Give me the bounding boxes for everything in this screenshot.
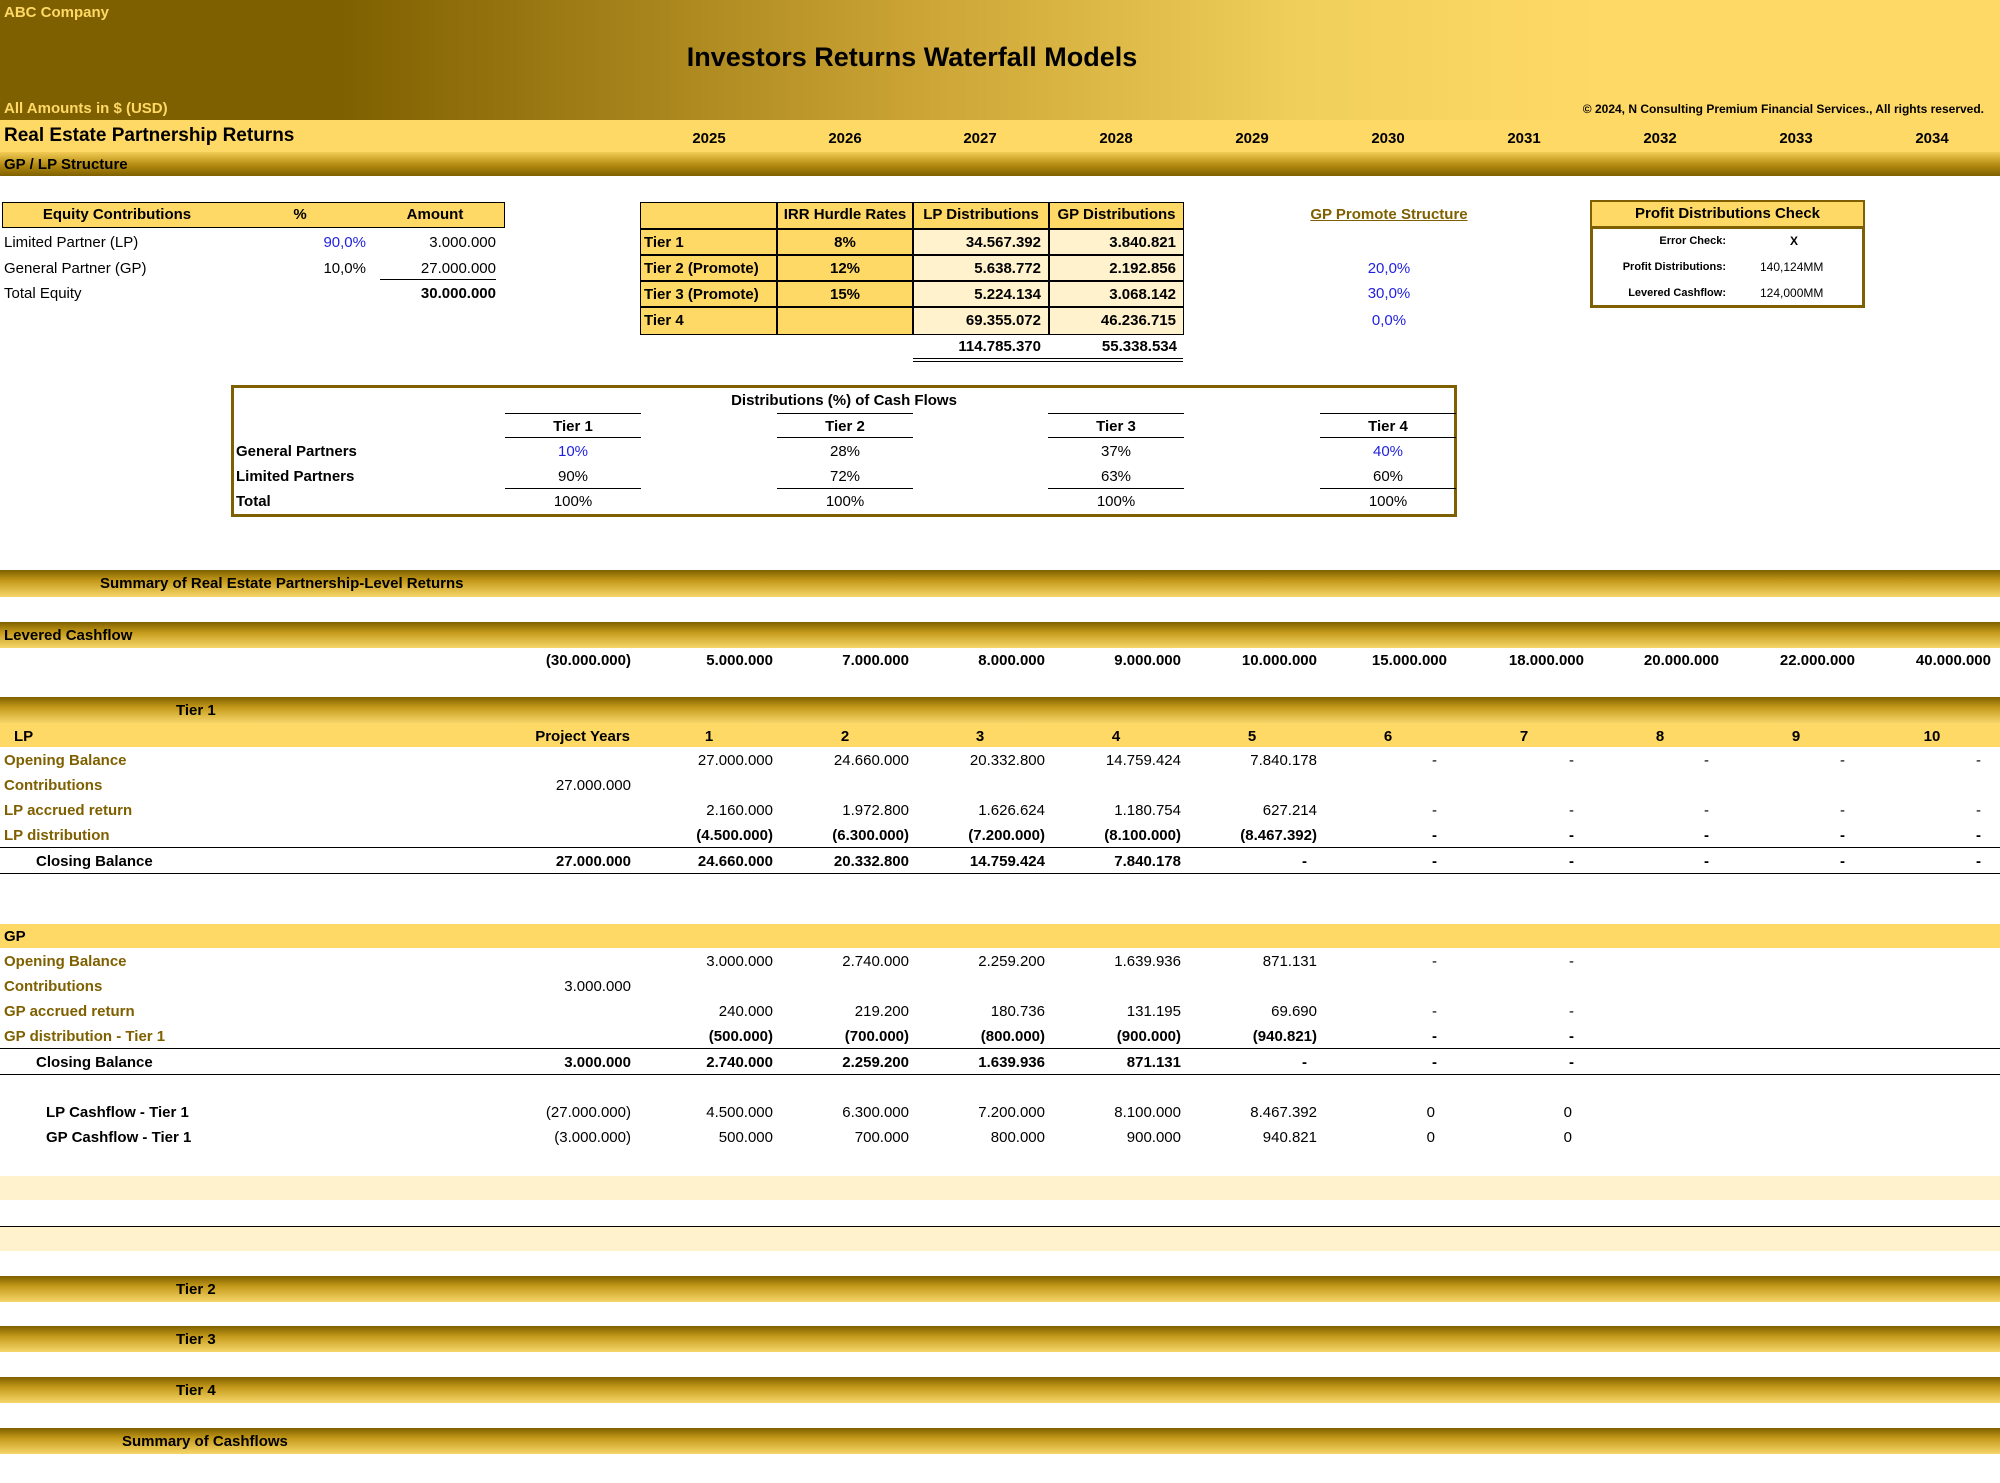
year-header: 2026: [828, 130, 862, 147]
lp-closing-value: -: [1569, 853, 1574, 870]
equity-total-label: Total Equity: [4, 285, 82, 302]
equity-total-amount: 30.000.000: [420, 285, 496, 302]
gp-band: [0, 924, 2000, 948]
project-year: 2: [840, 728, 850, 745]
tier1-cashflow-value: 7.200.000: [978, 1104, 1045, 1121]
equity-row-gp-label: General Partner (GP): [4, 260, 147, 277]
gp-closing-value: 2.259.200: [842, 1054, 909, 1071]
gp-row-value: (700.000): [844, 1028, 909, 1045]
lp-closing-value: 20.332.800: [833, 853, 909, 870]
lp-closing-top-line: [0, 847, 2000, 848]
gp-row-label: Contributions: [4, 978, 103, 995]
lp-row-value: (8.467.392): [1240, 827, 1317, 844]
project-year: 7: [1519, 728, 1529, 745]
levered-value: 20.000.000: [1643, 652, 1719, 669]
tier1-gp-label: GP: [4, 928, 26, 945]
gp-row-label: Opening Balance: [4, 953, 127, 970]
tier-row-gp: 3.068.142: [1109, 286, 1176, 303]
dist-row-label: Limited Partners: [236, 468, 355, 485]
lp-row-value: 1.972.800: [842, 802, 909, 819]
check-profit-label: Profit Distributions:: [1622, 261, 1726, 273]
tier1-band: [0, 697, 2000, 723]
gp-row-value: 2.740.000: [842, 953, 909, 970]
tier-row-lp: 5.224.134: [974, 286, 1041, 303]
lp-row-value: -: [1569, 752, 1574, 769]
tier-total-lp: 114.785.370: [958, 338, 1041, 355]
lp-row-value: -: [1704, 802, 1709, 819]
dist-row-label: General Partners: [236, 443, 357, 460]
check-levered-label: Levered Cashflow:: [1628, 287, 1726, 299]
dist-value: 37%: [1100, 443, 1132, 460]
equity-row-gp-amount: 27.000.000: [420, 260, 496, 277]
check-error-value: X: [1790, 234, 1799, 248]
equity-row-lp-amount: 3.000.000: [429, 234, 496, 251]
dist-value: 100%: [553, 493, 593, 510]
promote-title: GP Promote Structure: [1310, 206, 1468, 223]
gp-closing-bottom-line: [0, 1074, 2000, 1075]
tier1-lp-label: LP: [14, 728, 34, 745]
equity-row-lp-pct: 90,0%: [323, 234, 366, 251]
tier-row-label: Tier 1: [644, 234, 684, 251]
tier-header-label: LP Distributions: [923, 206, 1039, 223]
gp-row-value: (900.000): [1116, 1028, 1181, 1045]
lp-row-value: -: [1976, 802, 1981, 819]
lp-row-value: 1.180.754: [1114, 802, 1181, 819]
year-header: 2034: [1915, 130, 1949, 147]
tier-row-gp: 3.840.821: [1109, 234, 1176, 251]
dist-header-top-line: [777, 413, 913, 414]
lp-row-value: 627.214: [1262, 802, 1317, 819]
promote-tier2: 20,0%: [1367, 260, 1411, 277]
levered-value: 15.000.000: [1371, 652, 1447, 669]
lp-row-value: -: [1432, 802, 1437, 819]
lp-closing-initial: 27.000.000: [555, 853, 631, 870]
project-year: 4: [1111, 728, 1121, 745]
gp-row-value: 240.000: [718, 1003, 773, 1020]
lp-row-label: Opening Balance: [4, 752, 127, 769]
dist-value: 60%: [1372, 468, 1404, 485]
tier1-cashflow-value: 0: [1563, 1104, 1572, 1121]
lp-row-value: -: [1840, 802, 1845, 819]
tier-row-lp: 69.355.072: [965, 312, 1041, 329]
lp-row-value: 24.660.000: [833, 752, 909, 769]
lp-row-value: -: [1976, 827, 1981, 844]
gp-row-value: 1.639.936: [1114, 953, 1181, 970]
gp-closing-value: 871.131: [1126, 1054, 1181, 1071]
project-year: 3: [975, 728, 985, 745]
levered-initial: (30.000.000): [545, 652, 631, 669]
tier3-title: Tier 3: [176, 1331, 216, 1348]
lp-row-value: -: [1569, 827, 1574, 844]
lp-row-value: 7.840.178: [1250, 752, 1317, 769]
currency-note: All Amounts in $ (USD): [4, 100, 168, 117]
lp-row-value: -: [1840, 752, 1845, 769]
tier-header-cell: [640, 202, 777, 229]
dist-value: 40%: [1372, 443, 1404, 460]
tier-header-label: IRR Hurdle Rates: [783, 206, 907, 223]
tier1-cashflow-value: 0: [1426, 1104, 1435, 1121]
dist-header-top-line: [505, 413, 641, 414]
total-distributions-band: [0, 1176, 2000, 1200]
tier1-cashflow-value: 800.000: [990, 1129, 1045, 1146]
tier1-cashflow-value: 6.300.000: [842, 1104, 909, 1121]
lp-row-value: 27.000.000: [697, 752, 773, 769]
equity-header-pct: %: [293, 206, 307, 223]
dist-header-bottom-line: [1320, 437, 1456, 438]
year-header: 2032: [1643, 130, 1677, 147]
equity-header-label: Equity Contributions: [42, 206, 192, 223]
levered-value: 9.000.000: [1114, 652, 1181, 669]
lp-closing-label: Closing Balance: [36, 853, 153, 870]
project-year: 9: [1791, 728, 1801, 745]
project-year: 6: [1383, 728, 1393, 745]
dist-total-line: [1320, 488, 1456, 489]
dist-tier-header: Tier 3: [1096, 418, 1136, 435]
levered-value: 8.000.000: [978, 652, 1045, 669]
gp-row-value: -: [1432, 953, 1437, 970]
dist-header-bottom-line: [1048, 437, 1184, 438]
copyright-note: © 2024, N Consulting Premium Financial Services., All rights reserved.: [1582, 102, 1984, 116]
lp-closing-value: 7.840.178: [1114, 853, 1181, 870]
lp-row-value: 1.626.624: [978, 802, 1045, 819]
gp-closing-initial: 3.000.000: [564, 1054, 631, 1071]
gp-closing-value: -: [1302, 1054, 1307, 1071]
summary-cashflows-title: Summary of Cashflows: [122, 1433, 288, 1450]
lp-row-value: (7.200.000): [968, 827, 1045, 844]
tier-row-label: Tier 3 (Promote): [644, 286, 759, 303]
tier1-cashflow-value: 500.000: [718, 1129, 773, 1146]
levered-value: 5.000.000: [706, 652, 773, 669]
gp-row-label: GP accrued return: [4, 1003, 135, 1020]
gp-closing-top-line: [0, 1048, 2000, 1049]
lp-row-value: -: [1840, 827, 1845, 844]
dist-header-top-line: [1048, 413, 1184, 414]
lp-row-value: (4.500.000): [696, 827, 773, 844]
lp-closing-value: -: [1704, 853, 1709, 870]
levered-value: 18.000.000: [1508, 652, 1584, 669]
levered-title: Levered Cashflow: [4, 627, 133, 644]
tier-total-line: [913, 358, 1183, 359]
dist-value: 10%: [557, 443, 589, 460]
gp-row-value: -: [1569, 1003, 1574, 1020]
year-header: 2028: [1099, 130, 1133, 147]
gp-row-value: (500.000): [708, 1028, 773, 1045]
gp-row-value: -: [1569, 1028, 1574, 1045]
tier-row-lp: 5.638.772: [974, 260, 1041, 277]
gp-row-label: GP distribution - Tier 1: [4, 1028, 166, 1045]
lp-row-value: -: [1704, 827, 1709, 844]
dist-value: 28%: [829, 443, 861, 460]
dist-tier-header: Tier 1: [553, 418, 593, 435]
levered-value: 7.000.000: [842, 652, 909, 669]
year-header: 2025: [692, 130, 726, 147]
lp-row-value: 20.332.800: [969, 752, 1045, 769]
lp-closing-value: -: [1976, 853, 1981, 870]
tier-row-rate: 12%: [829, 260, 861, 277]
tier1-title: Tier 1: [176, 702, 216, 719]
lp-row-value: (6.300.000): [832, 827, 909, 844]
gp-row-value: 131.195: [1126, 1003, 1181, 1020]
gp-row-value: 69.690: [1271, 1003, 1317, 1020]
promote-tier4: 0,0%: [1371, 312, 1407, 329]
tier1-cashflow-label: GP Cashflow - Tier 1: [46, 1129, 192, 1146]
year-header: 2029: [1235, 130, 1269, 147]
equity-row-gp-pct: 10,0%: [323, 260, 366, 277]
lp-row-value: 2.160.000: [706, 802, 773, 819]
dist-header-top-line: [1320, 413, 1456, 414]
gp-row-value: -: [1432, 1028, 1437, 1045]
company-name: ABC Company: [4, 4, 110, 21]
dist-total-line: [1048, 488, 1184, 489]
equity-row-lp-label: Limited Partner (LP): [4, 234, 139, 251]
check-profit-value: 140,124MM: [1760, 260, 1824, 274]
gp-row-value: (940.821): [1252, 1028, 1317, 1045]
lp-closing-value: 14.759.424: [969, 853, 1045, 870]
tier-row-rate: 15%: [829, 286, 861, 303]
structure-band: [0, 152, 2000, 176]
gp-closing-value: -: [1432, 1054, 1437, 1071]
dist-total-line: [777, 488, 913, 489]
section-title: Real Estate Partnership Returns: [4, 125, 295, 146]
lp-row-label: LP distribution: [4, 827, 110, 844]
dist-value: 72%: [829, 468, 861, 485]
gp-closing-value: 2.740.000: [706, 1054, 773, 1071]
promote-tier3: 30,0%: [1367, 285, 1411, 302]
tier-row-rate: 8%: [834, 234, 856, 251]
gp-row-value: -: [1569, 953, 1574, 970]
year-header: 2030: [1371, 130, 1405, 147]
gp-row-value: 2.259.200: [978, 953, 1045, 970]
levered-value: 40.000.000: [1915, 652, 1991, 669]
project-year: 1: [704, 728, 714, 745]
tier4-band: [0, 1377, 2000, 1403]
gp-row-initial: 3.000.000: [564, 978, 631, 995]
gp-closing-value: 1.639.936: [978, 1054, 1045, 1071]
lp-closing-value: -: [1432, 853, 1437, 870]
equity-header-amount: Amount: [406, 206, 464, 223]
lp-row-value: -: [1432, 752, 1437, 769]
tier1-cashflow-value: 900.000: [1126, 1129, 1181, 1146]
dist-tier-header: Tier 4: [1368, 418, 1408, 435]
lp-row-value: -: [1432, 827, 1437, 844]
gp-row-value: 3.000.000: [706, 953, 773, 970]
project-year: 10: [1923, 728, 1941, 745]
tier4-title: Tier 4: [176, 1382, 216, 1399]
lp-row-value: -: [1704, 752, 1709, 769]
gp-row-value: 219.200: [854, 1003, 909, 1020]
check-title: Profit Distributions Check: [1634, 205, 1821, 222]
dist-header-bottom-line: [777, 437, 913, 438]
lp-row-value: (8.100.000): [1104, 827, 1181, 844]
gp-closing-value: -: [1569, 1054, 1574, 1071]
year-header: 2031: [1507, 130, 1541, 147]
summary-title: Summary of Real Estate Partnership-Level Returns: [100, 575, 464, 592]
tier-row-lp: 34.567.392: [965, 234, 1041, 251]
gp-row-value: -: [1432, 1003, 1437, 1020]
project-years-label: Project Years: [535, 728, 630, 745]
levered-band: [0, 622, 2000, 648]
cashflow-remaining-band: [0, 1226, 2000, 1251]
tier2-title: Tier 2: [176, 1281, 216, 1298]
year-header: 2033: [1779, 130, 1813, 147]
summary-cashflows-band: [0, 1428, 2000, 1454]
dist-value: 90%: [557, 468, 589, 485]
lp-closing-value: -: [1302, 853, 1307, 870]
tier2-band: [0, 1276, 2000, 1302]
lp-closing-bottom-line: [0, 873, 2000, 874]
tier1-cashflow-label: LP Cashflow - Tier 1: [46, 1104, 189, 1121]
structure-label: GP / LP Structure: [4, 156, 128, 173]
dist-total-line: [505, 488, 641, 489]
tier-total-gp: 55.338.534: [1101, 338, 1177, 355]
tier1-cashflow-value: 940.821: [1262, 1129, 1317, 1146]
gp-row-value: 871.131: [1262, 953, 1317, 970]
check-levered-value: 124,000MM: [1760, 286, 1824, 300]
lp-closing-value: -: [1840, 853, 1845, 870]
distributions-title: Distributions (%) of Cash Flows: [731, 392, 957, 409]
dist-value: 100%: [1368, 493, 1408, 510]
dist-header-bottom-line: [505, 437, 641, 438]
tier-row-gp: 46.236.715: [1100, 312, 1176, 329]
lp-row-value: -: [1569, 802, 1574, 819]
tier3-band: [0, 1326, 2000, 1352]
tier1-cashflow-initial: (3.000.000): [554, 1129, 631, 1146]
project-year: 5: [1247, 728, 1257, 745]
lp-row-value: 14.759.424: [1105, 752, 1181, 769]
project-year: 8: [1655, 728, 1665, 745]
tier1-cashflow-value: 0: [1563, 1129, 1572, 1146]
gp-row-value: (800.000): [980, 1028, 1045, 1045]
tier-header-label: GP Distributions: [1057, 206, 1176, 223]
tier-total-double-line: [913, 361, 1183, 362]
tier1-cashflow-initial: (27.000.000): [545, 1104, 631, 1121]
tier-row-rate-cell: [777, 307, 913, 335]
gp-closing-label: Closing Balance: [36, 1054, 153, 1071]
tier1-cashflow-value: 700.000: [854, 1129, 909, 1146]
dist-tier-header: Tier 2: [825, 418, 865, 435]
tier-row-label: Tier 2 (Promote): [644, 260, 759, 277]
dist-value: 100%: [825, 493, 865, 510]
levered-value: 22.000.000: [1779, 652, 1855, 669]
lp-closing-value: 24.660.000: [697, 853, 773, 870]
tier1-cashflow-value: 8.467.392: [1250, 1104, 1317, 1121]
tier1-cashflow-value: 0: [1426, 1129, 1435, 1146]
dist-value: 63%: [1100, 468, 1132, 485]
page-title: Investors Returns Waterfall Models: [686, 42, 1138, 72]
lp-row-value: -: [1976, 752, 1981, 769]
year-header: 2027: [963, 130, 997, 147]
levered-value: 10.000.000: [1241, 652, 1317, 669]
tier1-cashflow-value: 8.100.000: [1114, 1104, 1181, 1121]
equity-subtotal-line: [380, 279, 496, 280]
tier1-cashflow-value: 4.500.000: [706, 1104, 773, 1121]
tier-row-gp: 2.192.856: [1109, 260, 1176, 277]
lp-row-label: Contributions: [4, 777, 103, 794]
dist-row-label: Total: [236, 493, 271, 510]
dist-value: 100%: [1096, 493, 1136, 510]
gp-row-value: 180.736: [990, 1003, 1045, 1020]
check-error-label: Error Check:: [1659, 235, 1726, 247]
lp-row-initial: 27.000.000: [555, 777, 631, 794]
lp-row-label: LP accrued return: [4, 802, 133, 819]
tier-row-label: Tier 4: [644, 312, 684, 329]
